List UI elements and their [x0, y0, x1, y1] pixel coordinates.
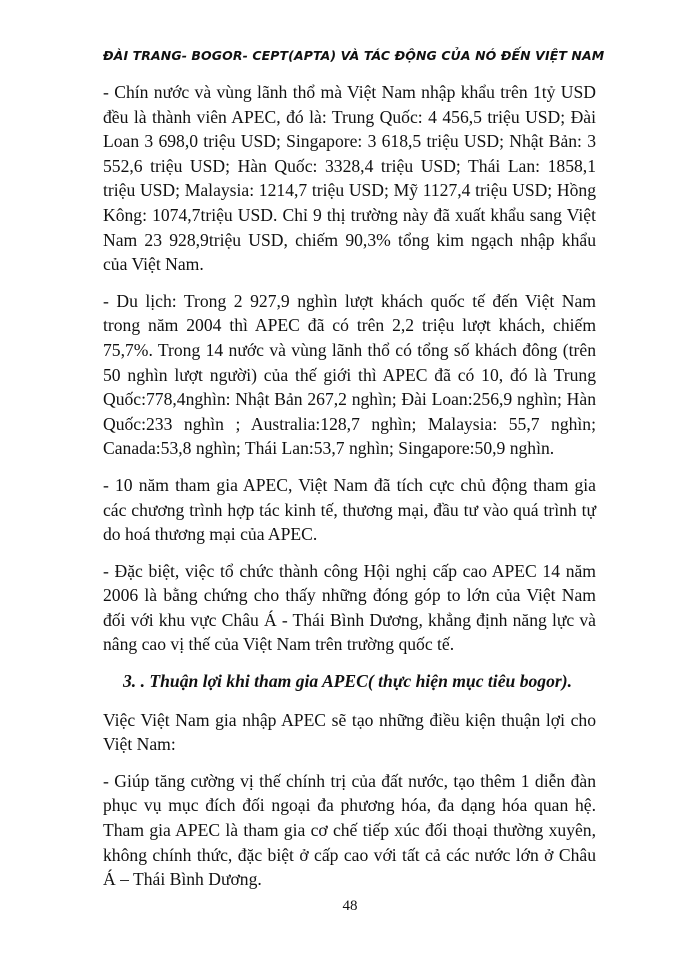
paragraph-advantages-intro: Việc Việt Nam gia nhập APEC sẽ tạo những điều kiện thuận lợi cho Việt Nam:	[103, 709, 596, 755]
document-body	[103, 80, 596, 904]
paragraph-ten-years-apec: - 10 năm tham gia APEC, Việt Nam đã tích cực chủ động tham gia các chương trình hợp tác kinh tế, thương mại, đầu tư vào quá trình tự do hoá thương mại của APEC.	[103, 474, 596, 545]
paragraph-apec-summit-2006: - Đặc biệt, việc tổ chức thành công Hội nghị cấp cao APEC 14 năm 2006 là bằng chứng cho thấy những đóng góp to lớn của Việt Nam đối với khu vực Châu Á - Thái Bình Dương, khẳng định năng lực và nâng cao vị thế của Việt Nam trên trường quốc tế.	[103, 560, 596, 655]
running-header: ĐÀI TRANG- BOGOR- CEPT(APTA) VÀ TÁC ĐỘNG CỦA NÓ ĐẾN VIỆT NAM	[103, 48, 605, 63]
section-heading: 3. . Thuận lợi khi tham gia APEC( thực hiện mục tiêu bogor).	[123, 671, 572, 692]
page-number: 48	[342, 898, 358, 914]
paragraph-political-position: - Giúp tăng cường vị thế chính trị của đất nước, tạo thêm 1 diễn đàn phục vụ mục đích đối ngoại đa phương hóa, đa dạng hóa quan hệ. Tham gia APEC là tham gia cơ chế tiếp xúc đối thoại thường xuyên, không chính thức, đặc biệt ở cấp cao với tất cả các nước lớn ở Châu Á – Thái Bình Dương.	[103, 770, 596, 890]
paragraph-import-partners: - Chín nước và vùng lãnh thổ mà Việt Nam nhập khẩu trên 1tỷ USD đều là thành viên APEC, đó là: Trung Quốc: 4 456,5 triệu USD; Đài Loan 3 698,0 triệu USD; Singapore: 3 618,5 triệu USD; Nhật Bản: 3 552,6 triệu USD; Hàn Quốc: 3328,4 triệu USD; Thái Lan: 1858,1 triệu USD; Malaysia: 1214,7 triệu USD; Mỹ 1127,4 triệu USD; Hồng Kông: 1074,7triệu USD. Chỉ 9 thị trường này đã xuất khẩu sang Việt Nam 23 928,9triệu USD, chiếm 90,3% tổng kim ngạch nhập khẩu của Việt Nam.	[103, 82, 596, 275]
paragraph-tourism: - Du lịch: Trong 2 927,9 nghìn lượt khách quốc tế đến Việt Nam trong năm 2004 thì APEC đã có trên 2,2 triệu lượt khách, chiếm 75,7%. Trong 14 nước và vùng lãnh thổ có tổng số khách đông (trên 50 nghìn lượt người) của thế giới thì APEC đã có 10, đó là Trung Quốc:778,4nghìn: Nhật Bản 267,2 nghìn; Đài Loan:256,9 nghìn; Hàn Quốc:233 nghìn ; Australia:128,7 nghìn; Malaysia: 55,7 nghìn; Canada:53,8 nghìn; Thái Lan:53,7 nghìn; Singapore:50,9 nghìn.	[103, 290, 596, 459]
